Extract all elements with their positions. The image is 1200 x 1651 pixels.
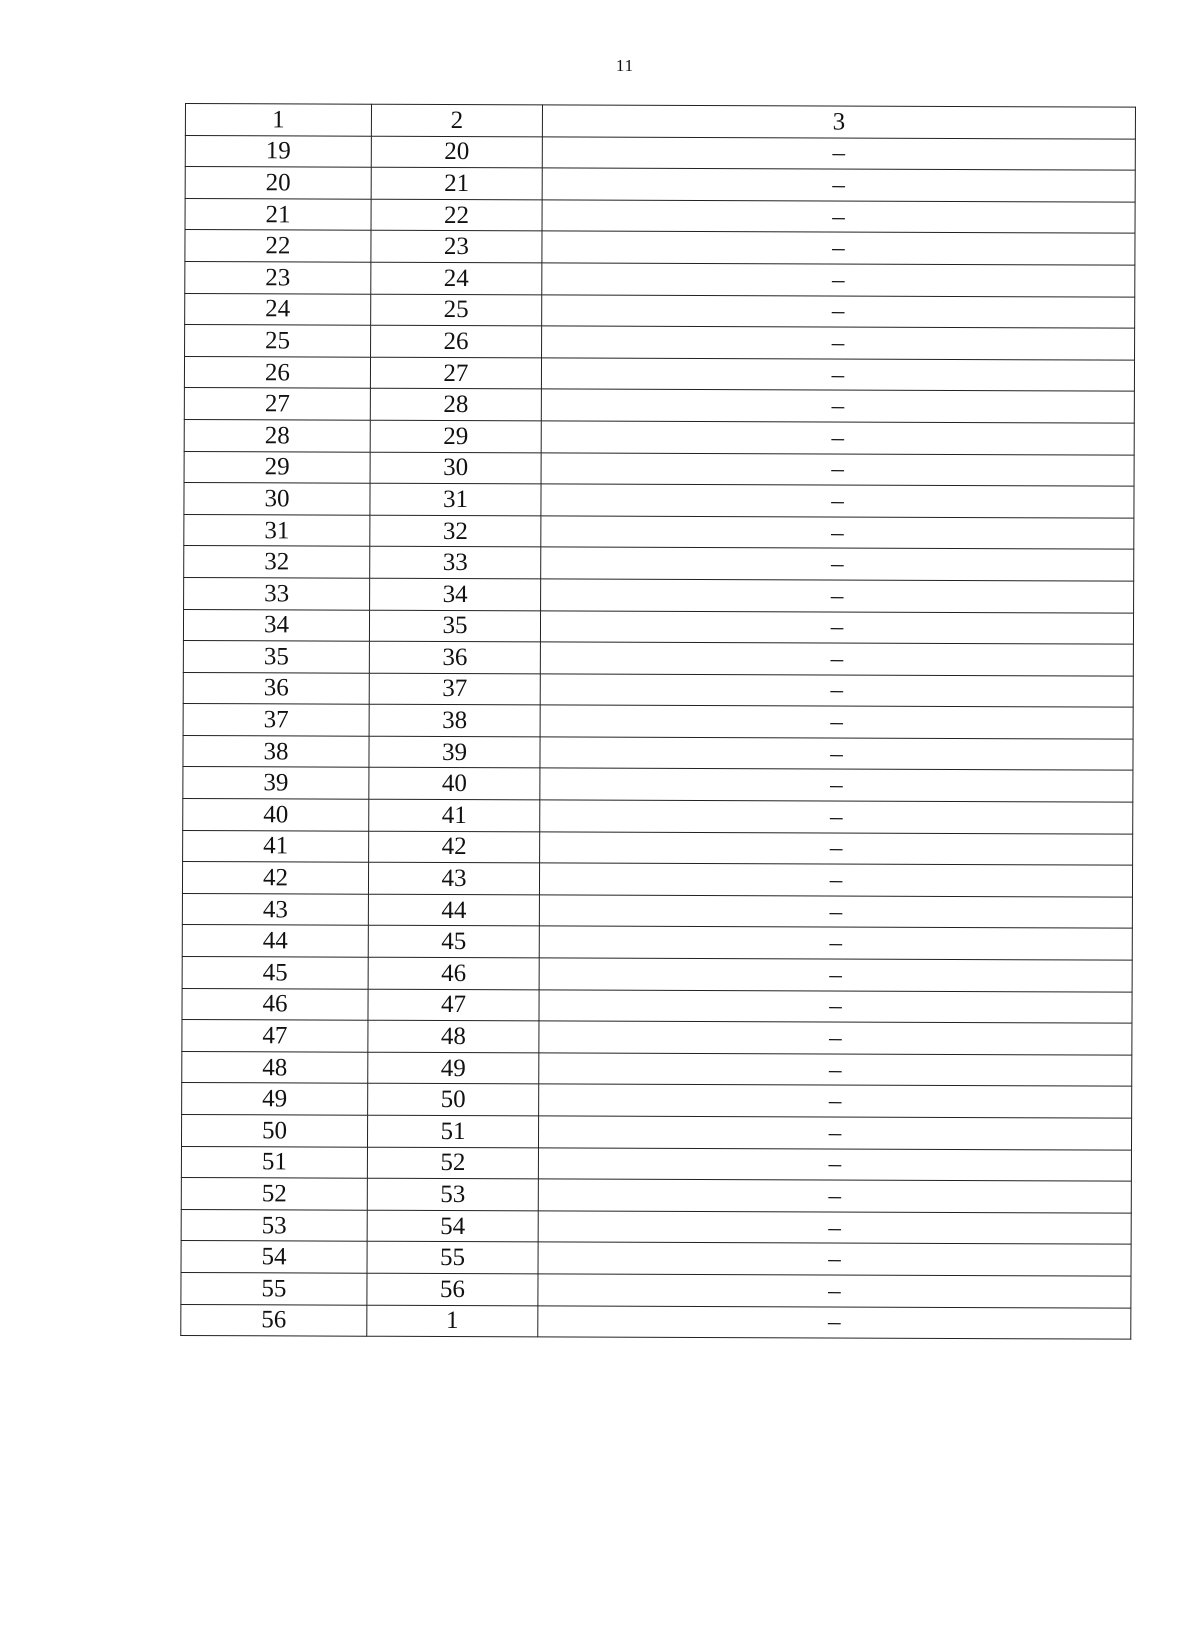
- table-row: [185, 325, 1135, 360]
- table-row: [184, 483, 1134, 518]
- table-row: [181, 1241, 1131, 1276]
- table-cell-col-2: 55: [367, 1242, 538, 1274]
- table-cell-col-1: 52: [181, 1178, 367, 1210]
- table-cell-col-1: 34: [183, 609, 369, 641]
- table-cell-col-3: –: [538, 1147, 1131, 1181]
- table-cell-col-3: –: [540, 705, 1133, 739]
- table-cell-col-2: 47: [368, 989, 539, 1021]
- table-row: [183, 799, 1133, 834]
- table-cell-col-3: –: [540, 800, 1133, 834]
- table-row: [183, 735, 1133, 770]
- table-cell-col-3: –: [541, 516, 1134, 550]
- table-cell-col-1: 25: [185, 325, 371, 357]
- table-cell-col-3: –: [541, 547, 1134, 581]
- table-cell-col-2: 38: [369, 704, 540, 736]
- table-cell-col-3: –: [538, 1179, 1131, 1213]
- table-cell-col-2: 48: [368, 1020, 539, 1052]
- table-cell-col-1: 41: [183, 830, 369, 862]
- table-cell-col-2: 20: [371, 136, 542, 168]
- table-cell-col-2: 28: [370, 389, 541, 421]
- table-cell-col-1: 20: [185, 167, 371, 199]
- table-cell-col-2: 36: [369, 641, 540, 673]
- table-cell-col-1: 55: [181, 1272, 367, 1304]
- column-header-3: 3: [542, 105, 1135, 139]
- table-cell-col-2: 54: [367, 1210, 538, 1242]
- table-cell-col-2: 41: [369, 799, 540, 831]
- table-cell-col-3: –: [542, 326, 1135, 360]
- table-cell-col-1: 40: [183, 799, 369, 831]
- table-cell-col-1: 24: [185, 293, 371, 325]
- table-cell-col-2: 37: [369, 673, 540, 705]
- table-cell-col-3: –: [542, 168, 1135, 202]
- table-row: [184, 451, 1134, 486]
- table-cell-col-2: 39: [369, 736, 540, 768]
- table-cell-col-2: 43: [368, 862, 539, 894]
- table-row: [185, 230, 1135, 265]
- table-row: [184, 419, 1134, 454]
- table-cell-col-1: 35: [183, 641, 369, 673]
- table-cell-col-1: 47: [182, 1020, 368, 1052]
- table-row: [185, 198, 1135, 233]
- table-row: [182, 957, 1132, 992]
- table-row: [181, 1114, 1131, 1149]
- table-cell-col-3: –: [538, 1211, 1131, 1245]
- table-cell-col-2: 26: [371, 325, 542, 357]
- table-cell-col-3: –: [541, 579, 1134, 613]
- table-row: [182, 1020, 1132, 1055]
- table-cell-col-2: 35: [369, 610, 540, 642]
- table-row: [181, 1304, 1131, 1339]
- table-row: [181, 1209, 1131, 1244]
- table-cell-col-3: –: [538, 1242, 1131, 1276]
- table-cell-col-1: 26: [184, 356, 370, 388]
- table-cell-col-2: 53: [367, 1178, 538, 1210]
- table-cell-col-2: 27: [370, 357, 541, 389]
- table-cell-col-1: 31: [184, 514, 370, 546]
- table-cell-col-1: 33: [184, 577, 370, 609]
- table-cell-col-2: 25: [371, 294, 542, 326]
- table-cell-col-2: 42: [369, 831, 540, 863]
- table-row: [183, 767, 1133, 802]
- table-cell-col-3: –: [542, 263, 1135, 297]
- table-cell-col-2: 49: [368, 1052, 539, 1084]
- table-cell-col-3: –: [539, 895, 1132, 929]
- column-header-1: 1: [185, 104, 371, 136]
- table-cell-col-1: 27: [184, 388, 370, 420]
- table-cell-col-2: 44: [368, 894, 539, 926]
- table-cell-col-3: –: [540, 674, 1133, 708]
- table-row: [184, 577, 1134, 612]
- table-row: [183, 641, 1133, 676]
- table-cell-col-1: 54: [181, 1241, 367, 1273]
- table-cell-col-1: 46: [182, 988, 368, 1020]
- table-cell-col-3: –: [539, 989, 1132, 1023]
- table-cell-col-3: –: [541, 421, 1134, 455]
- table-cell-col-3: –: [541, 452, 1134, 486]
- table-row: [181, 1146, 1131, 1181]
- table-cell-col-2: 52: [367, 1147, 538, 1179]
- table-row: [185, 293, 1135, 328]
- table-cell-col-3: –: [540, 642, 1133, 676]
- table-cell-col-3: –: [538, 1274, 1131, 1308]
- table-row: [182, 893, 1132, 928]
- table-cell-col-1: 37: [183, 704, 369, 736]
- table-cell-col-3: –: [541, 389, 1134, 423]
- table-cell-col-2: 1: [367, 1305, 538, 1337]
- table-row: [182, 925, 1132, 960]
- table-cell-col-1: 28: [184, 419, 370, 451]
- table-row: [183, 830, 1133, 865]
- table-cell-col-3: –: [539, 926, 1132, 960]
- table-cell-col-3: –: [539, 1021, 1132, 1055]
- table-header: [185, 104, 1135, 139]
- table-cell-col-1: 36: [183, 672, 369, 704]
- table-cell-col-2: 51: [367, 1115, 538, 1147]
- table-row: [181, 1178, 1131, 1213]
- table-row: [181, 1272, 1131, 1307]
- table-cell-col-3: –: [542, 231, 1135, 265]
- table-row: [182, 1083, 1132, 1118]
- table-cell-col-1: 56: [181, 1304, 367, 1336]
- table-cell-col-2: 24: [371, 262, 542, 294]
- table-cell-col-3: –: [540, 610, 1133, 644]
- table-cell-col-3: –: [542, 200, 1135, 234]
- table-cell-col-1: 32: [184, 546, 370, 578]
- table-cell-col-1: 44: [182, 925, 368, 957]
- table-row: [184, 546, 1134, 581]
- table-cell-col-1: 42: [182, 862, 368, 894]
- table-cell-col-3: –: [539, 958, 1132, 992]
- table-cell-col-2: 33: [370, 547, 541, 579]
- table-cell-col-2: 45: [368, 926, 539, 958]
- table-row: [183, 704, 1133, 739]
- table-cell-col-3: –: [542, 294, 1135, 328]
- table-cell-col-3: –: [539, 1084, 1132, 1118]
- table-cell-col-3: –: [541, 484, 1134, 518]
- table-cell-col-3: –: [540, 737, 1133, 771]
- table-cell-col-1: 48: [182, 1051, 368, 1083]
- table-row: [184, 388, 1134, 423]
- table-cell-col-1: 53: [181, 1209, 367, 1241]
- table-cell-col-3: –: [541, 358, 1134, 392]
- table-row: [184, 514, 1134, 549]
- table-cell-col-1: 39: [183, 767, 369, 799]
- table-cell-col-3: –: [539, 1053, 1132, 1087]
- table-row: [182, 1051, 1132, 1086]
- table-cell-col-2: 30: [370, 452, 541, 484]
- table-cell-col-1: 50: [181, 1114, 367, 1146]
- table-cell-col-3: –: [542, 136, 1135, 170]
- table-row: [183, 609, 1133, 644]
- table-cell-col-1: 51: [181, 1146, 367, 1178]
- table-row: [183, 672, 1133, 707]
- table-cell-col-1: 19: [185, 135, 371, 167]
- table-cell-col-2: 56: [367, 1273, 538, 1305]
- table-cell-col-3: –: [540, 768, 1133, 802]
- table-cell-col-3: –: [539, 863, 1132, 897]
- table-cell-col-2: 22: [371, 199, 542, 231]
- table-cell-col-2: 31: [370, 483, 541, 515]
- table-cell-col-1: 21: [185, 198, 371, 230]
- table-cell-col-3: –: [540, 832, 1133, 866]
- table-cell-col-3: –: [538, 1305, 1131, 1339]
- table-body: [181, 135, 1136, 1339]
- table-cell-col-2: 23: [371, 231, 542, 263]
- table-row: [185, 261, 1135, 296]
- table-cell-col-1: 49: [182, 1083, 368, 1115]
- table-row: [182, 862, 1132, 897]
- table-cell-col-2: 32: [370, 515, 541, 547]
- table-cell-col-1: 30: [184, 483, 370, 515]
- table-cell-col-2: 21: [371, 167, 542, 199]
- table-cell-col-3: –: [538, 1116, 1131, 1150]
- table-cell-col-2: 29: [370, 420, 541, 452]
- table-cell-col-1: 22: [185, 230, 371, 262]
- column-header-2: 2: [371, 104, 542, 136]
- table-cell-col-1: 43: [182, 893, 368, 925]
- table-row: [184, 356, 1134, 391]
- table-cell-col-1: 45: [182, 957, 368, 989]
- table-cell-col-1: 23: [185, 261, 371, 293]
- table-row: [182, 988, 1132, 1023]
- table-cell-col-2: 46: [368, 957, 539, 989]
- table-row: [185, 135, 1135, 170]
- data-table: [180, 103, 1136, 1340]
- table-cell-col-2: 50: [368, 1084, 539, 1116]
- table-row: [185, 167, 1135, 202]
- table-cell-col-1: 29: [184, 451, 370, 483]
- table-cell-col-2: 40: [369, 768, 540, 800]
- table-cell-col-2: 34: [370, 578, 541, 610]
- table-cell-col-1: 38: [183, 735, 369, 767]
- table-header-row: [185, 104, 1135, 139]
- page-number: 11: [615, 56, 635, 75]
